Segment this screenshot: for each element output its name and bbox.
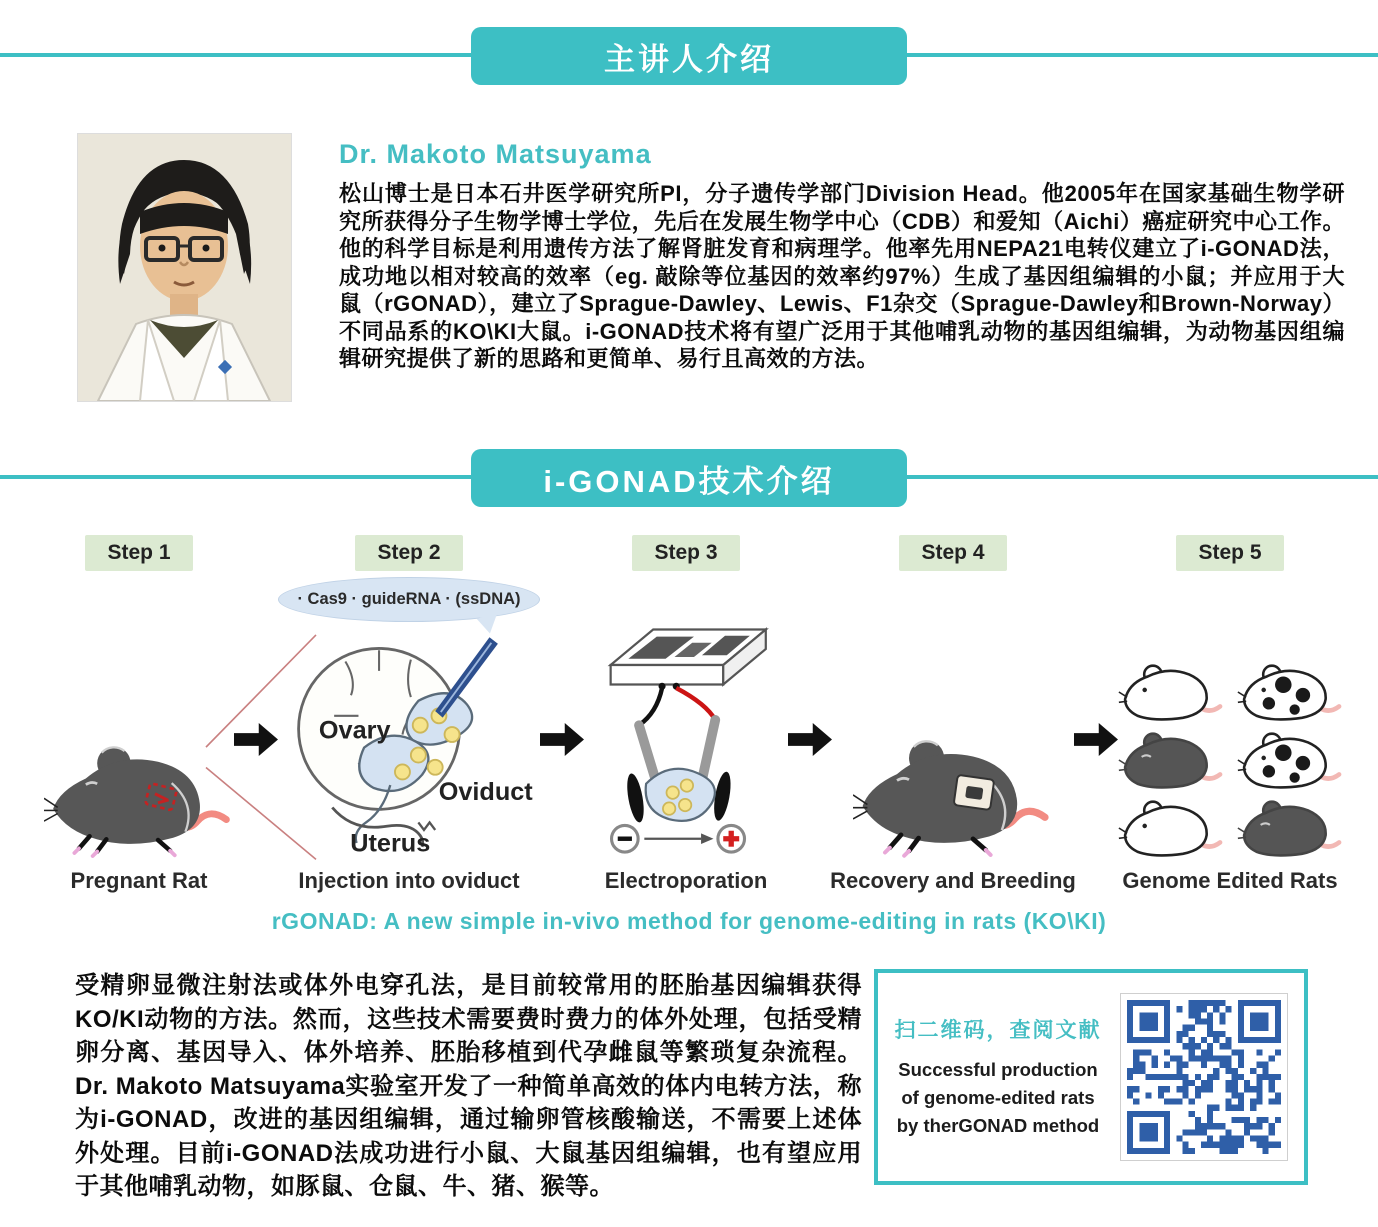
- step-1-column: [44, 535, 234, 894]
- qr-panel-line: by therGONAD method: [896, 1115, 1100, 1136]
- qr-code: [1120, 993, 1288, 1161]
- portrait-illustration: [78, 134, 291, 401]
- uterus-label: Uterus: [350, 829, 431, 858]
- pregnant-rat-icon: [44, 732, 234, 860]
- step-2-chip: Step 2: [355, 535, 462, 571]
- speaker-section-header: [0, 27, 1378, 85]
- rat-pup-icon: [1118, 660, 1223, 724]
- speaker-name: Dr. Makoto Matsuyama: [339, 139, 652, 169]
- speaker-banner: 主讲人介绍: [471, 27, 907, 85]
- oviduct-label: Oviduct: [438, 778, 533, 807]
- step-1-caption: Pregnant Rat: [70, 868, 208, 893]
- arrow-right-icon: [540, 723, 584, 756]
- step-5-caption: Genome Edited Rats: [1122, 868, 1338, 893]
- rat-pup-icon: [1237, 728, 1342, 792]
- step-2-caption: Injection into oviduct: [298, 868, 520, 893]
- rat-pup-icon: [1118, 728, 1223, 792]
- diagram-caption: rGONAD: A new simple in-vivo method for genome-editing in rats (KO\KI): [271, 908, 1107, 934]
- qr-panel-line: Successful production: [898, 1059, 1098, 1080]
- oviduct-injection-icon: [278, 624, 540, 860]
- arrow-right-icon: [788, 723, 832, 756]
- arrow-right-icon: [1074, 723, 1118, 756]
- tech-section-header: [0, 449, 1378, 507]
- speaker-bio-text: 松山博士是日本石井医学研究所PI，分子遗传学部门Division Head。他2005年在国家基础生物学研究所获得分子生物学博士学位，先后在发展生物学中心（CDB）和爱知（Aichi）癌症研究中心工作。他的科学目标是利用遗传方法了解肾脏发育和病理学。他率先用NEPA21电转仪建立了i-GONAD法，成功地以相对较高的效率（eg. 敲除等位基因的效率约97%）生成了基因组编辑的小鼠；并应用于大鼠（rGONAD），建立了Sprague-Dawley、Lewis、F1杂交（Sprague-Dawley和Brown-Norway）不同品系的KO\KI大鼠。i-GONAD技术将有望广泛用于其他哺乳动物的基因组编辑，为动物基因组编辑研究提供了新的思路和更简单、易行且高效的方法。: [339, 181, 1345, 371]
- step-4-column: [832, 535, 1074, 894]
- tech-banner: i-GONAD技术介绍: [471, 449, 907, 507]
- recovery-rat-icon: [853, 725, 1053, 860]
- step-3-column: [584, 535, 788, 894]
- step-5-column: [1118, 535, 1342, 894]
- step-4-chip: Step 4: [899, 535, 1006, 571]
- ovary-label: Ovary: [318, 716, 391, 745]
- edited-rat-pups: [1118, 660, 1342, 860]
- reagent-bubble: · Cas9 · guideRNA · (ssDNA): [278, 577, 539, 622]
- igonad-steps-diagram: [44, 535, 1338, 894]
- step-3-caption: Electroporation: [604, 868, 768, 893]
- bandage-patch-icon: [954, 775, 995, 810]
- speaker-profile: [77, 133, 1345, 402]
- step-4-caption: Recovery and Breeding: [830, 868, 1076, 893]
- qr-panel-title: 扫二维码，查阅文献: [894, 1019, 1102, 1042]
- electroporator-icon: [584, 610, 788, 860]
- step-3-chip: Step 3: [632, 535, 739, 571]
- step-5-chip: Step 5: [1176, 535, 1283, 571]
- intro-paragraph: 受精卵显微注射法或体外电穿孔法，是目前较常用的胚胎基因编辑获得KO/KI动物的方法。然而，这些技术需要费时费力的体外处理，包括受精卵分离、基因导入、体外培养、胚胎移植到代孕雌鼠等繁琐复杂流程。Dr. Makoto Matsuyama实验室开发了一种简单高效的体内电转方法，称为i-GONAD，改进的基因组编辑，通过输卵管核酸输送，不需要上述体外处理。目前i-GONAD法成功进行小鼠、大鼠基因组编辑，也有望应用于其他哺乳动物，如豚鼠、仓鼠、牛、猪、猴等。: [75, 972, 862, 1200]
- minus-electrode-icon: [612, 825, 639, 852]
- plus-electrode-icon: [718, 825, 745, 852]
- qr-panel-line: of genome-edited rats: [901, 1087, 1095, 1108]
- step-1-chip: Step 1: [85, 535, 192, 571]
- rat-pup-icon: [1118, 796, 1223, 860]
- rat-pup-icon: [1237, 796, 1342, 860]
- step-2-column: [278, 535, 540, 894]
- arrow-right-icon: [234, 723, 278, 756]
- qr-panel: [874, 969, 1308, 1185]
- intro-section: [75, 969, 1308, 1204]
- rat-pup-icon: [1237, 660, 1342, 724]
- speaker-photo: [77, 133, 292, 402]
